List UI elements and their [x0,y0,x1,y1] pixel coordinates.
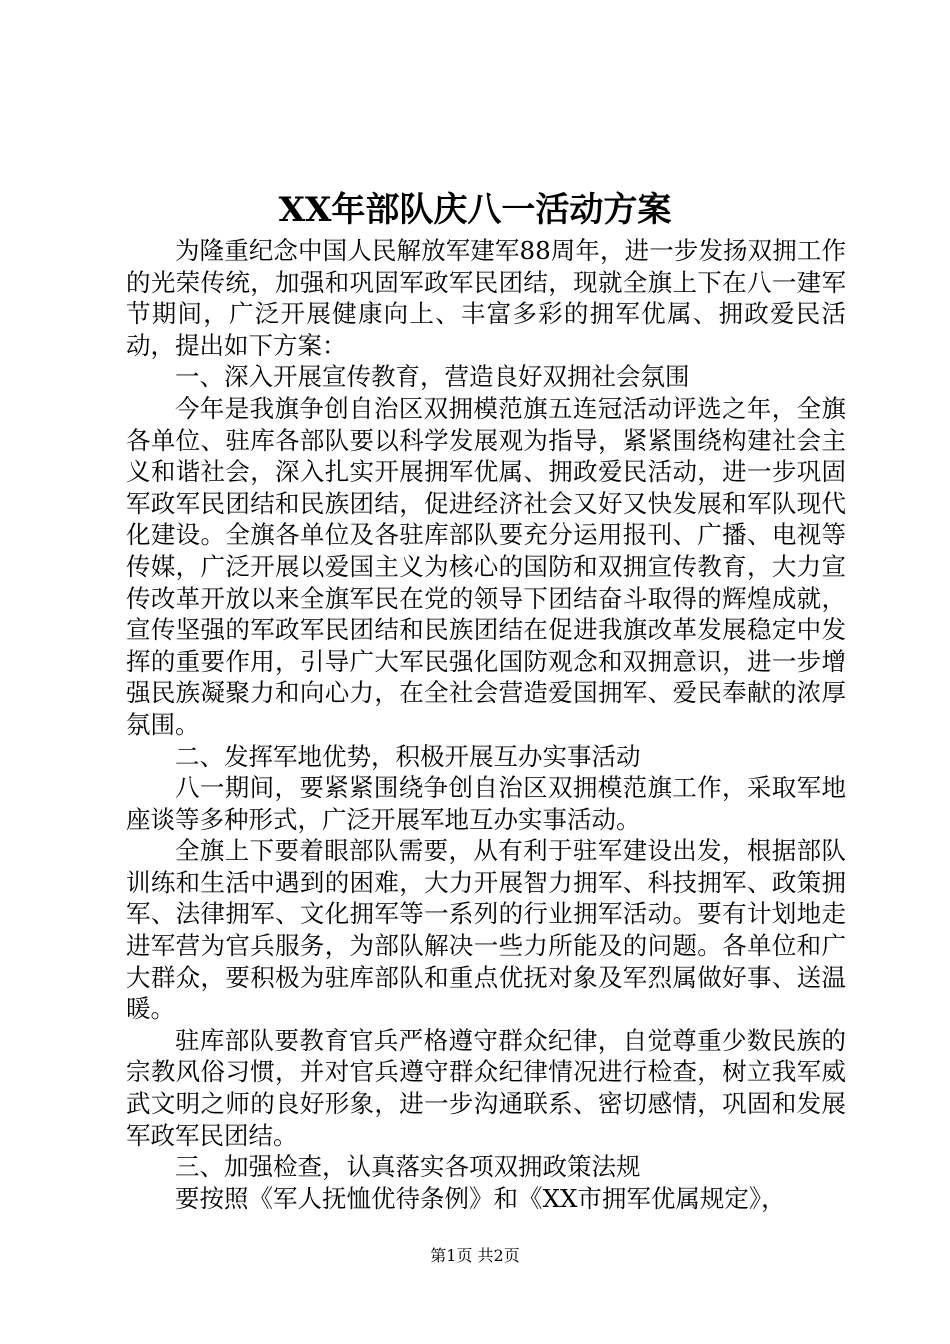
section-heading-2: 二、发挥军地优势，积极开展互办实事活动 [175,741,641,771]
paragraph-section-2b: 全旗上下要着眼部队需要，从有利于驻军建设出发，根据部队训练和生活中遇到的困难，大力开展智力拥军、科技拥军、政策拥军、法律拥军、文化拥军等一系列的行业拥军活动。要有计划地走进军营为官兵服务，为部队解决一些力所能及的问题。各单位和广大群众，要积极为驻库部队和重点优抚对象及军烈属做好事、送温暖。 [126,836,846,1024]
page-footer: 第1页 共2页 [430,1246,520,1265]
paragraph-section-2c: 驻库部队要教育官兵严格遵守群众纪律，自觉尊重少数民族的宗教风俗习惯，并对官兵遵守群众纪律情况进行检查，树立我军威武文明之师的良好形象，进一步沟通联系、密切感情，巩固和发展军政军民团结。 [126,1025,846,1150]
document-body [126,235,846,1214]
section-heading-1: 一、深入开展宣传教育，营造良好双拥社会氛围 [175,362,690,392]
paragraph-intro: 为隆重纪念中国人民解放军建军88周年，进一步发扬双拥工作的光荣传统，加强和巩固军政军民团结，现就全旗上下在八一建军节期间，广泛开展健康向上、丰富多彩的拥军优属、拥政爱民活动，提出如下方案： [126,236,846,360]
paragraph-section-3: 要按照《军人抚恤优待条例》和《XX市拥军优属规定》， [175,1183,786,1213]
section-heading-3: 三、加强检查，认真落实各项双拥政策法规 [175,1152,641,1182]
document-title: XX年部队庆八一活动方案 [278,190,672,230]
paragraph-section-2a: 八一期间，要紧紧围绕争创自治区双拥模范旗工作，采取军地座谈等多种形式，广泛开展军地互办实事活动。 [126,773,846,834]
paragraph-section-1: 今年是我旗争创自治区双拥模范旗五连冠活动评选之年，全旗各单位、驻库各部队要以科学发展观为指导，紧紧围绕构建社会主义和谐社会，深入扎实开展拥军优属、拥政爱民活动，进一步巩固军政军民团结和民族团结，促进经济社会又好又快发展和军队现代化建设。全旗各单位及各驻库部队要充分运用报刊、广播、电视等传媒，广泛开展以爱国主义为核心的国防和双拥宣传教育，大力宣传改革开放以来全旗军民在党的领导下团结奋斗取得的辉煌成就，宣传坚强的军政军民团结和民族团结在促进我旗改革发展稳定中发挥的重要作用，引导广大军民强化国防观念和双拥意识，进一步增强民族凝聚力和向心力，在全社会营造爱国拥军、爱民奉献的浓厚氛围。 [126,393,846,739]
